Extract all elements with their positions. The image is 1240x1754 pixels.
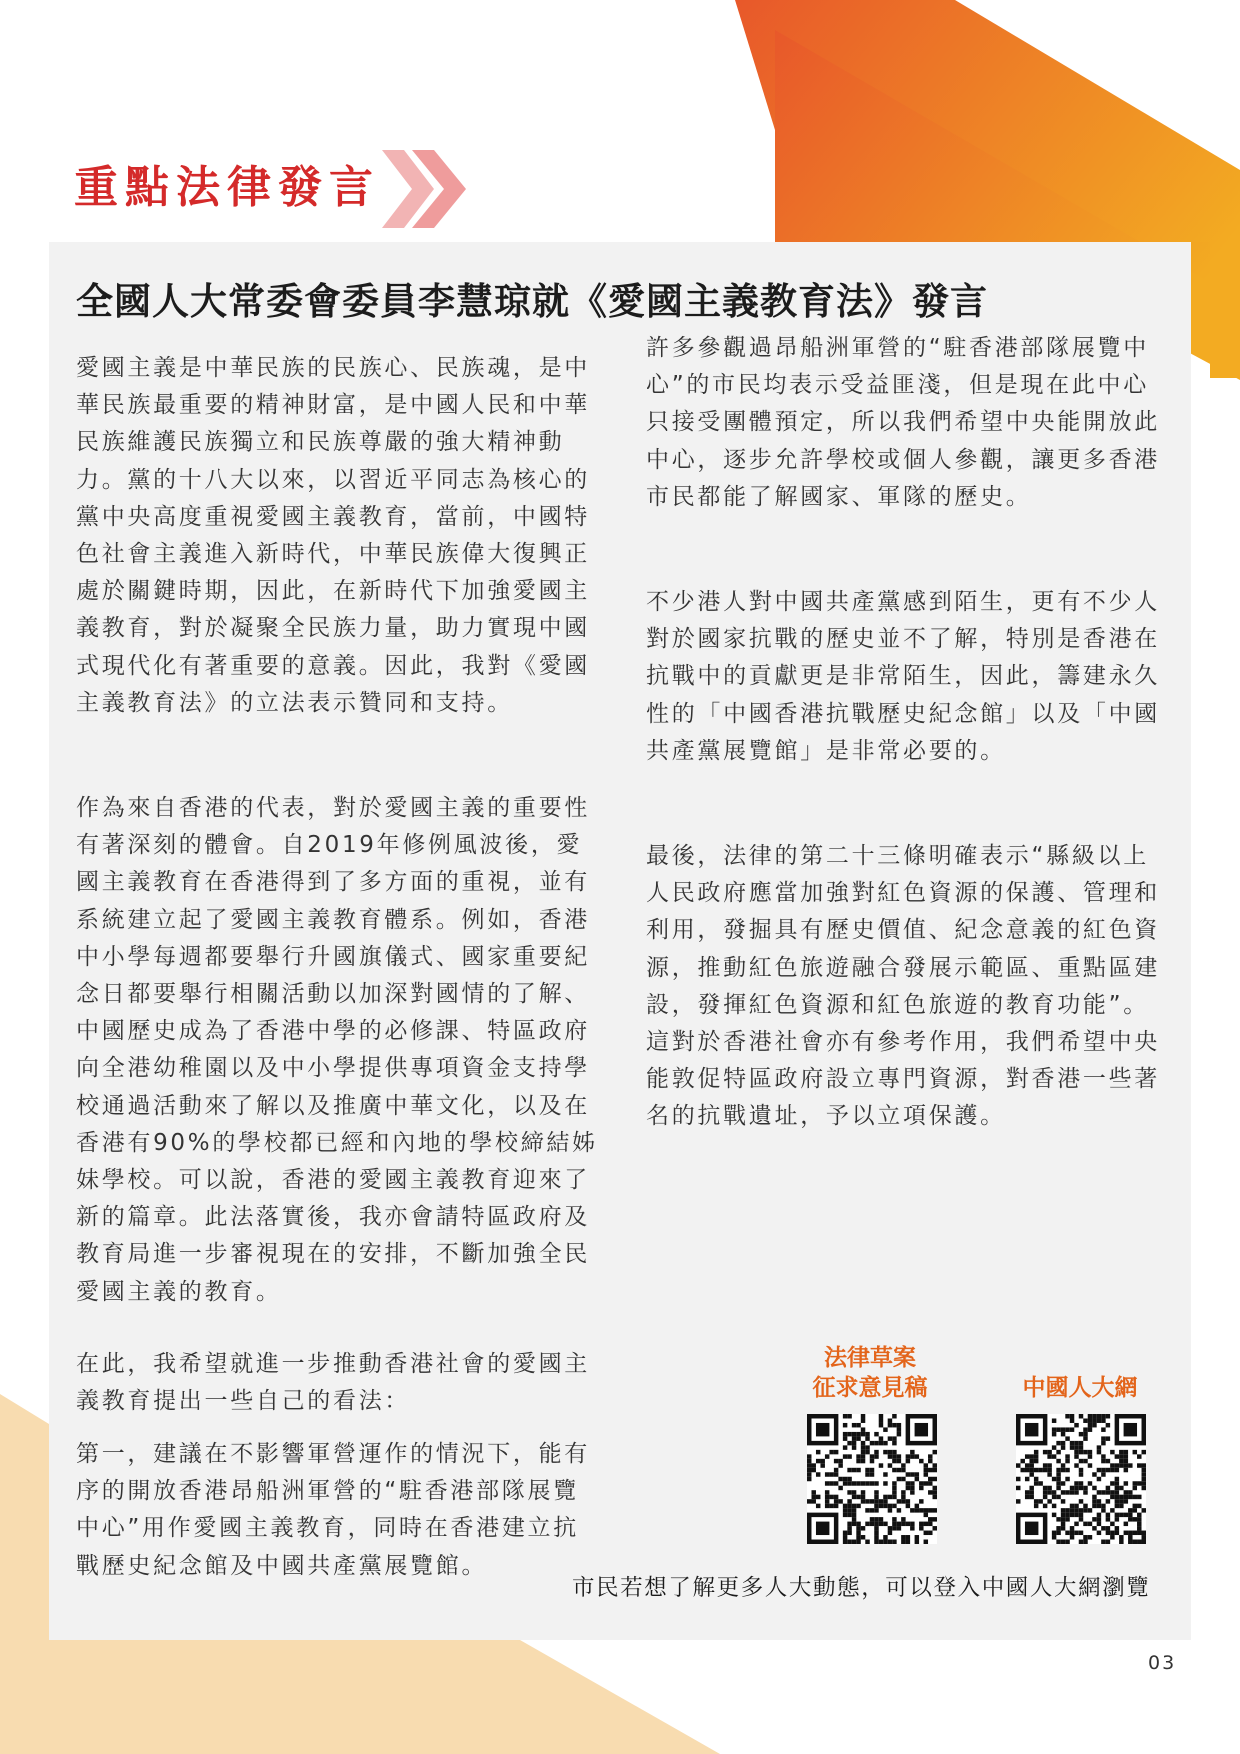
qr-label-line: 法律草案 (824, 1345, 916, 1371)
paragraph-right-2: 不少港人對中國共產黨感到陌生，更有不少人對於國家抗戰的歷史並不了解，特別是香港在抗戰中的貢獻更是非常陌生，因此，籌建永久性的「中國香港抗戰歷史紀念館」以及「中國共產黨展覽館」是非常必要的。 (646, 589, 1160, 764)
qr-label-line: 中國人大網 (1022, 1375, 1138, 1401)
qr-label-npc-website (1000, 1373, 1160, 1403)
qr-code-icon[interactable] (1016, 1414, 1146, 1544)
paragraph-left-2: 作為來自香港的代表，對於愛國主義的重要性有著深刻的體會。自2019年修例風波後，愛國主義教育在香港得到了多方面的重視，並有系統建立起了愛國主義教育體系。例如，香港中小學每週都要舉行升國旗儀式、國家重要紀念日都要舉行相關活動以加深對國情的了解、中國歷史成為了香港中學的必修課、特區政府向全港幼稚園以及中小學提供專項資金支持學校通過活動來了解以及推廣中華文化，以及在香港有90%的學校都已經和內地的學校締結姊妹學校。可以說，香港的愛國主義教育迎來了新的篇章。此法落實後，我亦會請特區政府及教育局進一步審視現在的安排，不斷加強全民愛國主義的教育。 (76, 795, 598, 1305)
section-title: 重點法律發言 (74, 162, 380, 213)
qr-label-draft-law (790, 1343, 950, 1403)
article-title: 全國人大常委會委員李慧琼就《愛國主義教育法》發言 (76, 279, 988, 323)
double-chevron-right-icon (380, 148, 470, 230)
paragraph-left-3: 在此，我希望就進一步推動香港社會的愛國主義教育提出一些自己的看法： (76, 1351, 590, 1415)
qr-code-icon[interactable] (807, 1414, 937, 1544)
footer-note: 市民若想了解更多人大動態，可以登入中國人大網瀏覽 (572, 1575, 1151, 1601)
paragraph-right-3: 最後，法律的第二十三條明確表示“縣級以上人民政府應當加強對紅色資源的保護、管理和利用，發掘具有歷史價值、紀念意義的紅色資源，推動紅色旅遊融合發展示範區、重點區建設，發揮紅色資源和紅色旅遊的教育功能”。這對於香港社會亦有參考作用，我們希望中央能敦促特區政府設立專門資源，對香港一些著名的抗戰遺址，予以立項保護。 (646, 843, 1160, 1130)
page-number: 03 (1148, 1652, 1177, 1674)
paragraph-left-4: 第一，建議在不影響軍營運作的情況下，能有序的開放香港昂船洲軍營的“駐香港部隊展覽中心”用作愛國主義教育，同時在香港建立抗戰歷史紀念館及中國共產黨展覽館。 (76, 1441, 590, 1579)
paragraph-right-1: 許多參觀過昂船洲軍營的“駐香港部隊展覽中心”的市民均表示受益匪淺，但是現在此中心只接受團體預定，所以我們希望中央能開放此中心，逐步允許學校或個人參觀，讓更多香港市民都能了解國家、軍隊的歷史。 (646, 335, 1160, 510)
paragraph-left-1: 愛國主義是中華民族的民族心、民族魂，是中華民族最重要的精神財富，是中國人民和中華民族維護民族獨立和民族尊嚴的強大精神動力。黨的十八大以來，以習近平同志為核心的黨中央高度重視愛國主義教育，當前，中國特色社會主義進入新時代，中華民族偉大復興正處於關鍵時期，因此，在新時代下加強愛國主義教育，對於凝聚全民族力量，助力實現中國式現代化有著重要的意義。因此，我對《愛國主義教育法》的立法表示贊同和支持。 (76, 355, 590, 716)
qr-label-line: 征求意見稿 (812, 1375, 928, 1401)
